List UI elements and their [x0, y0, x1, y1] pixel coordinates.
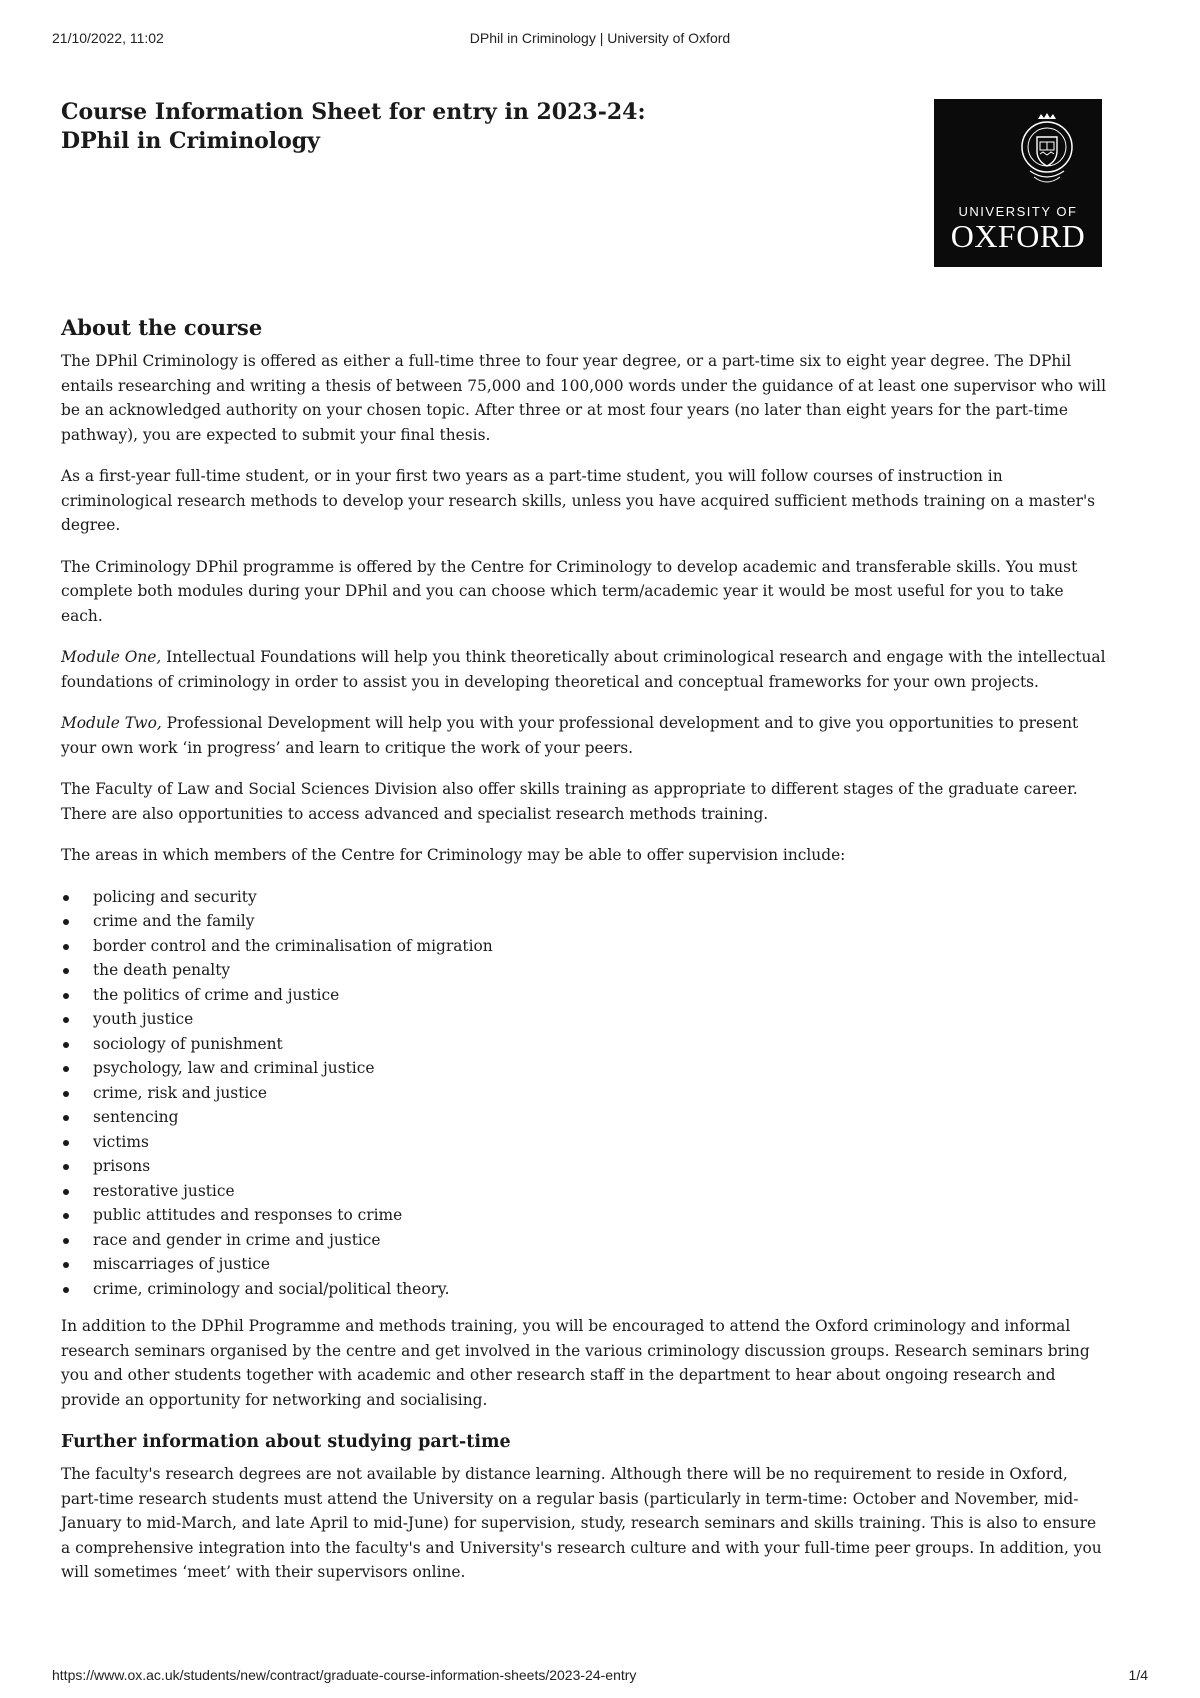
- module-two-label: Module Two,: [61, 714, 162, 732]
- module-two-text: Professional Development will help you with your professional development and to give you opportunities to present your own work ‘in progress’ and learn to critique the work of your peers.: [61, 714, 1079, 757]
- about-paragraph-2: As a first-year full-time student, or in your first two years as a part-time student, you will follow courses of instruction in criminological research methods to develop your research skills, unless you have acquired sufficient methods training on a master's degree.: [61, 467, 1096, 534]
- module-one-label: Module One,: [61, 648, 162, 666]
- page-number: 1/4: [1128, 1667, 1148, 1683]
- about-paragraph-1: The DPhil Criminology is offered as either a full-time three to four year degree, or a part-time six to eight year degree. The DPhil entails researching and writing a thesis of between 75,000 and 100,000 words under the guidance of at least one supervisor who will be an acknowledged authority on your chosen topic. After three or at most four years (no later than eight years for the part-time pathway), you are expected to submit your final thesis.: [61, 352, 1107, 444]
- logo-oxford: OXFORD: [950, 218, 1086, 254]
- print-url: https://www.ox.ac.uk/students/new/contract/graduate-course-information-sheets/2023-24-entry: [52, 1667, 637, 1683]
- oxford-crest-icon: [1018, 111, 1076, 191]
- list-item: restorative justice: [93, 1179, 1106, 1204]
- list-item: policing and security: [93, 885, 1106, 910]
- about-paragraph-8: In addition to the DPhil Programme and methods training, you will be encouraged to attend the Oxford criminology and informal research seminars organised by the centre and get involved in the various criminology discussion groups. Research seminars bring you and other students together with academic and other research staff in the department to hear about ongoing research and provide an opportunity for networking and socialising.: [61, 1317, 1090, 1409]
- list-item: the politics of crime and justice: [93, 983, 1106, 1008]
- logo-university-of: UNIVERSITY OF: [958, 204, 1078, 219]
- document-title-line-2: DPhil in Criminology: [61, 128, 320, 154]
- about-heading: About the course: [61, 315, 263, 340]
- list-item: crime, risk and justice: [93, 1081, 1106, 1106]
- oxford-logo: [934, 99, 1102, 267]
- list-item: prisons: [93, 1154, 1106, 1179]
- list-item: public attitudes and responses to crime: [93, 1203, 1106, 1228]
- list-item: psychology, law and criminal justice: [93, 1056, 1106, 1081]
- supervision-areas-list: [61, 885, 1106, 1302]
- list-item: crime, criminology and social/political theory.: [93, 1277, 1106, 1302]
- about-paragraph-3: The Criminology DPhil programme is offered by the Centre for Criminology to develop academic and transferable skills. You must complete both modules during your DPhil and you can choose which term/academic year it would be most useful for you to take each.: [61, 557, 1078, 625]
- list-item: race and gender in crime and justice: [93, 1228, 1106, 1253]
- document-title-line-1: Course Information Sheet for entry in 2023-24:: [61, 99, 646, 125]
- list-item: crime and the family: [93, 909, 1106, 934]
- about-paragraph-6: The Faculty of Law and Social Sciences Division also offer skills training as appropriate to different stages of the graduate career. There are also opportunities to access advanced and specialist research methods training.: [61, 780, 1078, 823]
- module-one-paragraph: [61, 645, 1106, 694]
- print-page-title: DPhil in Criminology | University of Oxford: [469, 30, 731, 46]
- module-two-paragraph: [61, 711, 1106, 760]
- part-time-heading: Further information about studying part-time: [61, 1432, 511, 1452]
- list-item: miscarriages of justice: [93, 1252, 1106, 1277]
- list-item: the death penalty: [93, 958, 1106, 983]
- list-item: sociology of punishment: [93, 1032, 1106, 1057]
- list-item: youth justice: [93, 1007, 1106, 1032]
- part-time-paragraph-1: The faculty's research degrees are not available by distance learning. Although there will be no requirement to reside in Oxford, part-time research students must attend the University on a regular basis (particularly in term-time: October and November, mid-January to mid-March, and late April to mid-June) for supervision, study, research seminars and skills training. This is also to ensure a comprehensive integration into the faculty's and University's research culture and with your full-time peer groups. In addition, you will sometimes ‘meet’ with their supervisors online.: [61, 1465, 1102, 1581]
- list-item: victims: [93, 1130, 1106, 1155]
- list-item: sentencing: [93, 1105, 1106, 1130]
- module-one-text: Intellectual Foundations will help you think theoretically about criminological research and engage with the intellectual foundations of criminology in order to assist you in developing theoretical and conceptual frameworks for your own projects.: [61, 648, 1106, 691]
- document-body: [61, 314, 1106, 1602]
- about-paragraph-7: The areas in which members of the Centre for Criminology may be able to offer supervision include:: [61, 846, 846, 864]
- print-datetime: 21/10/2022, 11:02: [52, 30, 164, 46]
- list-item: border control and the criminalisation of migration: [93, 934, 1106, 959]
- document-title: [61, 98, 861, 156]
